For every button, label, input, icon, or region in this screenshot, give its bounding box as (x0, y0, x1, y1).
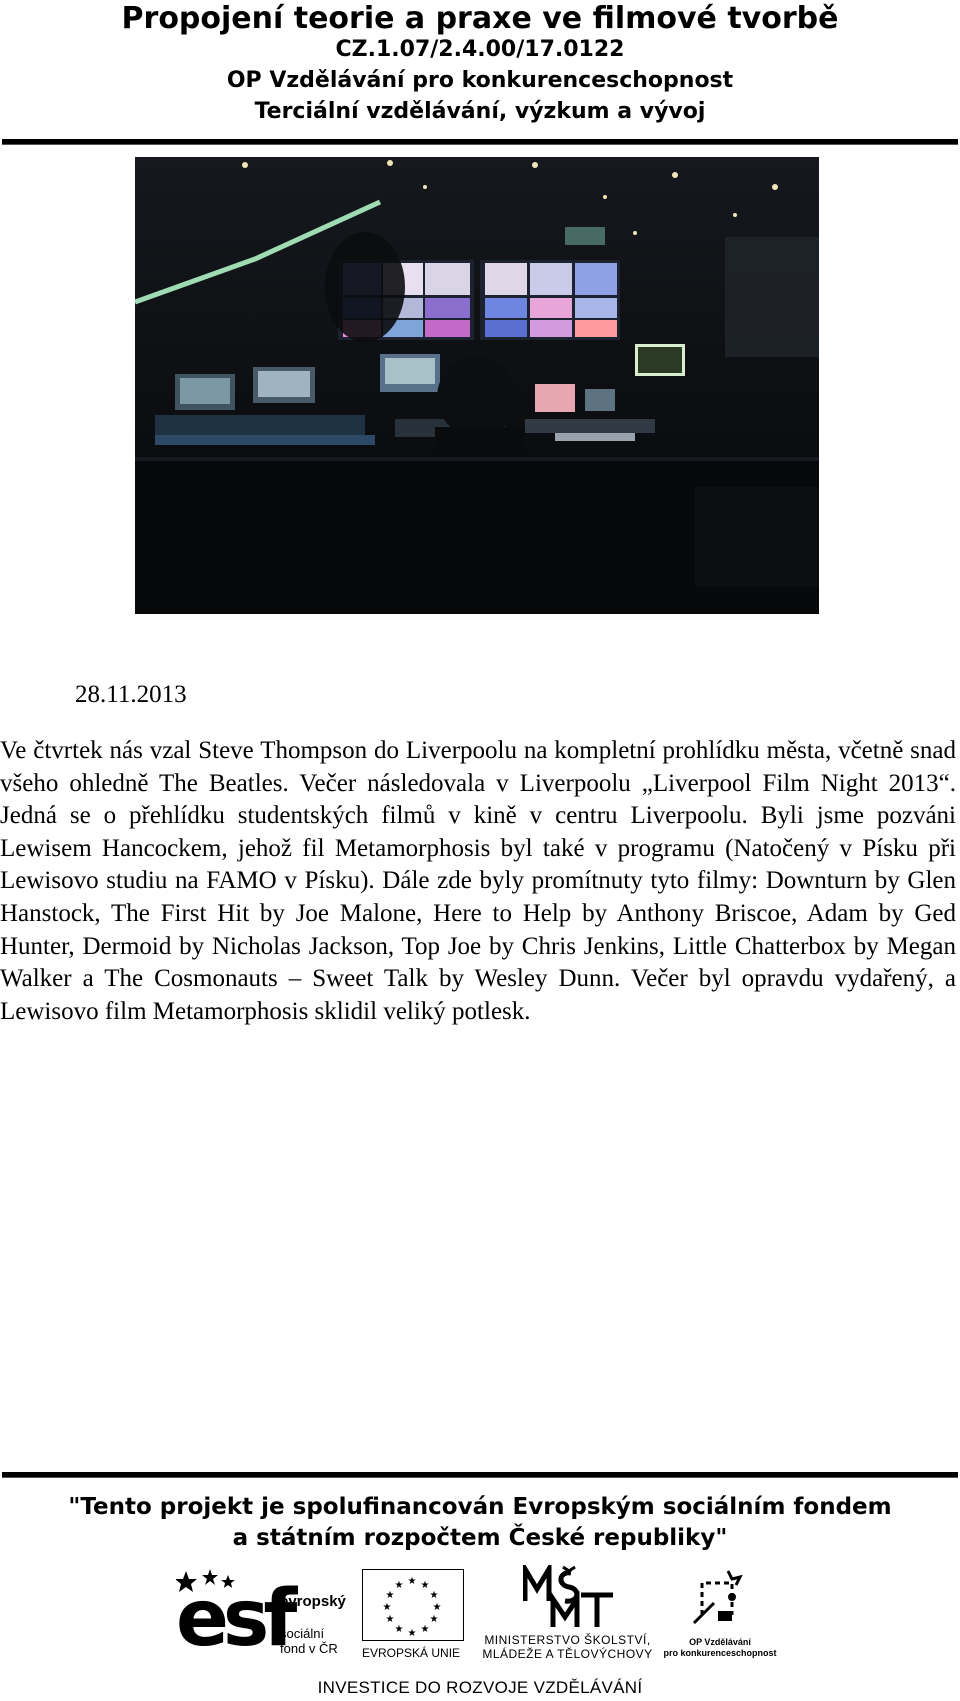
svg-text:★: ★ (420, 1624, 430, 1635)
funding-note (0, 1492, 960, 1554)
svg-text:★: ★ (407, 1576, 417, 1587)
svg-text:★: ★ (407, 1628, 417, 1639)
esf-word-2: sociální (280, 1626, 325, 1641)
article-paragraph: Ve čtvrtek nás vzal Steve Thompson do Liverpoolu na kompletní prohlídku města, včetně snad všeho ohledně The Beatles. Večer následovala v Liverpoolu „Liverpool Film Night 2013“. Jedná se o přehlídku studentských filmů v kině v centru Liverpoolu. Byli jsme pozváni Lewisem Hancockem, jehož fil Metamorphosis byl také v programu (Natočený v Písku při Lewisovo studiu na FAMO v Písku). Dále zde byly promítnuty tyto filmy: Downturn by Glen Hanstock, The First Hit by Joe Malone, Here to Help by Anthony Briscoe, Adam by Ged Hunter, Dermoid by Nicholas Jackson, Top Joe by Chris Jenkins, Little Chatterbox by Megan Walker a The Cosmonauts – Sweet Talk by Wesley Dunn. Večer byl opravdu vydařený, a Lewisovo film Metamorphosis sklidil veliký potlesk. (0, 737, 956, 1025)
project-title: Propojení teorie a praxe ve filmové tvorbě (121, 1, 839, 36)
op-vk-logo (662, 1567, 782, 1667)
esf-words (280, 1626, 338, 1656)
eu-label: EVROPSKÁ UNIE (362, 1646, 461, 1660)
funding-note-line-1: "Tento projekt je spolufinancován Evropským sociálním fondem (68, 1494, 892, 1520)
svg-text:★: ★ (429, 1590, 439, 1601)
esf-word-3: fond v ČR (280, 1641, 338, 1656)
tv-control-room-photo (135, 157, 819, 614)
programme-area: Terciální vzdělávání, výzkum a vývoj (254, 99, 706, 124)
op-vk-logo-icon (688, 1567, 748, 1629)
programme-name: OP Vzdělávání pro konkurenceschopnost (226, 68, 734, 93)
header-divider (2, 139, 958, 145)
svg-text:★: ★ (385, 1614, 395, 1625)
op-label (662, 1637, 778, 1659)
eu-logo (362, 1569, 466, 1664)
msmt-logo-icon (523, 1565, 615, 1629)
eu-flag-icon (362, 1569, 464, 1641)
esf-logo-icon (176, 1569, 356, 1664)
svg-text:★: ★ (394, 1580, 404, 1591)
article-date: 28.11.2013 (75, 681, 187, 708)
op-line-1: OP Vzdělávání (689, 1637, 751, 1647)
msmt-logo (475, 1565, 660, 1665)
funding-logos (0, 1565, 960, 1701)
esf-word-1: evropský (280, 1593, 346, 1610)
msmt-label (475, 1633, 660, 1661)
svg-text:★: ★ (429, 1614, 439, 1625)
esf-letters: esf (176, 1574, 292, 1664)
funding-note-line-2: a státním rozpočtem České republiky" (232, 1525, 728, 1551)
svg-text:★: ★ (432, 1602, 442, 1613)
project-code: CZ.1.07/2.4.00/17.0122 (335, 37, 625, 62)
footer-divider (2, 1472, 958, 1478)
svg-text:★: ★ (394, 1624, 404, 1635)
investment-slogan: INVESTICE DO ROZVOJE VZDĚLÁVÁNÍ (317, 1678, 643, 1697)
svg-text:★: ★ (420, 1580, 430, 1591)
msmt-line-1: MINISTERSTVO ŠKOLSTVÍ, (484, 1633, 651, 1647)
svg-text:★: ★ (382, 1602, 392, 1613)
msmt-line-2: MLÁDEŽE A TĚLOVÝCHOVY (482, 1647, 653, 1661)
op-line-2: pro konkurenceschopnost (663, 1648, 777, 1658)
svg-text:★: ★ (385, 1590, 395, 1601)
